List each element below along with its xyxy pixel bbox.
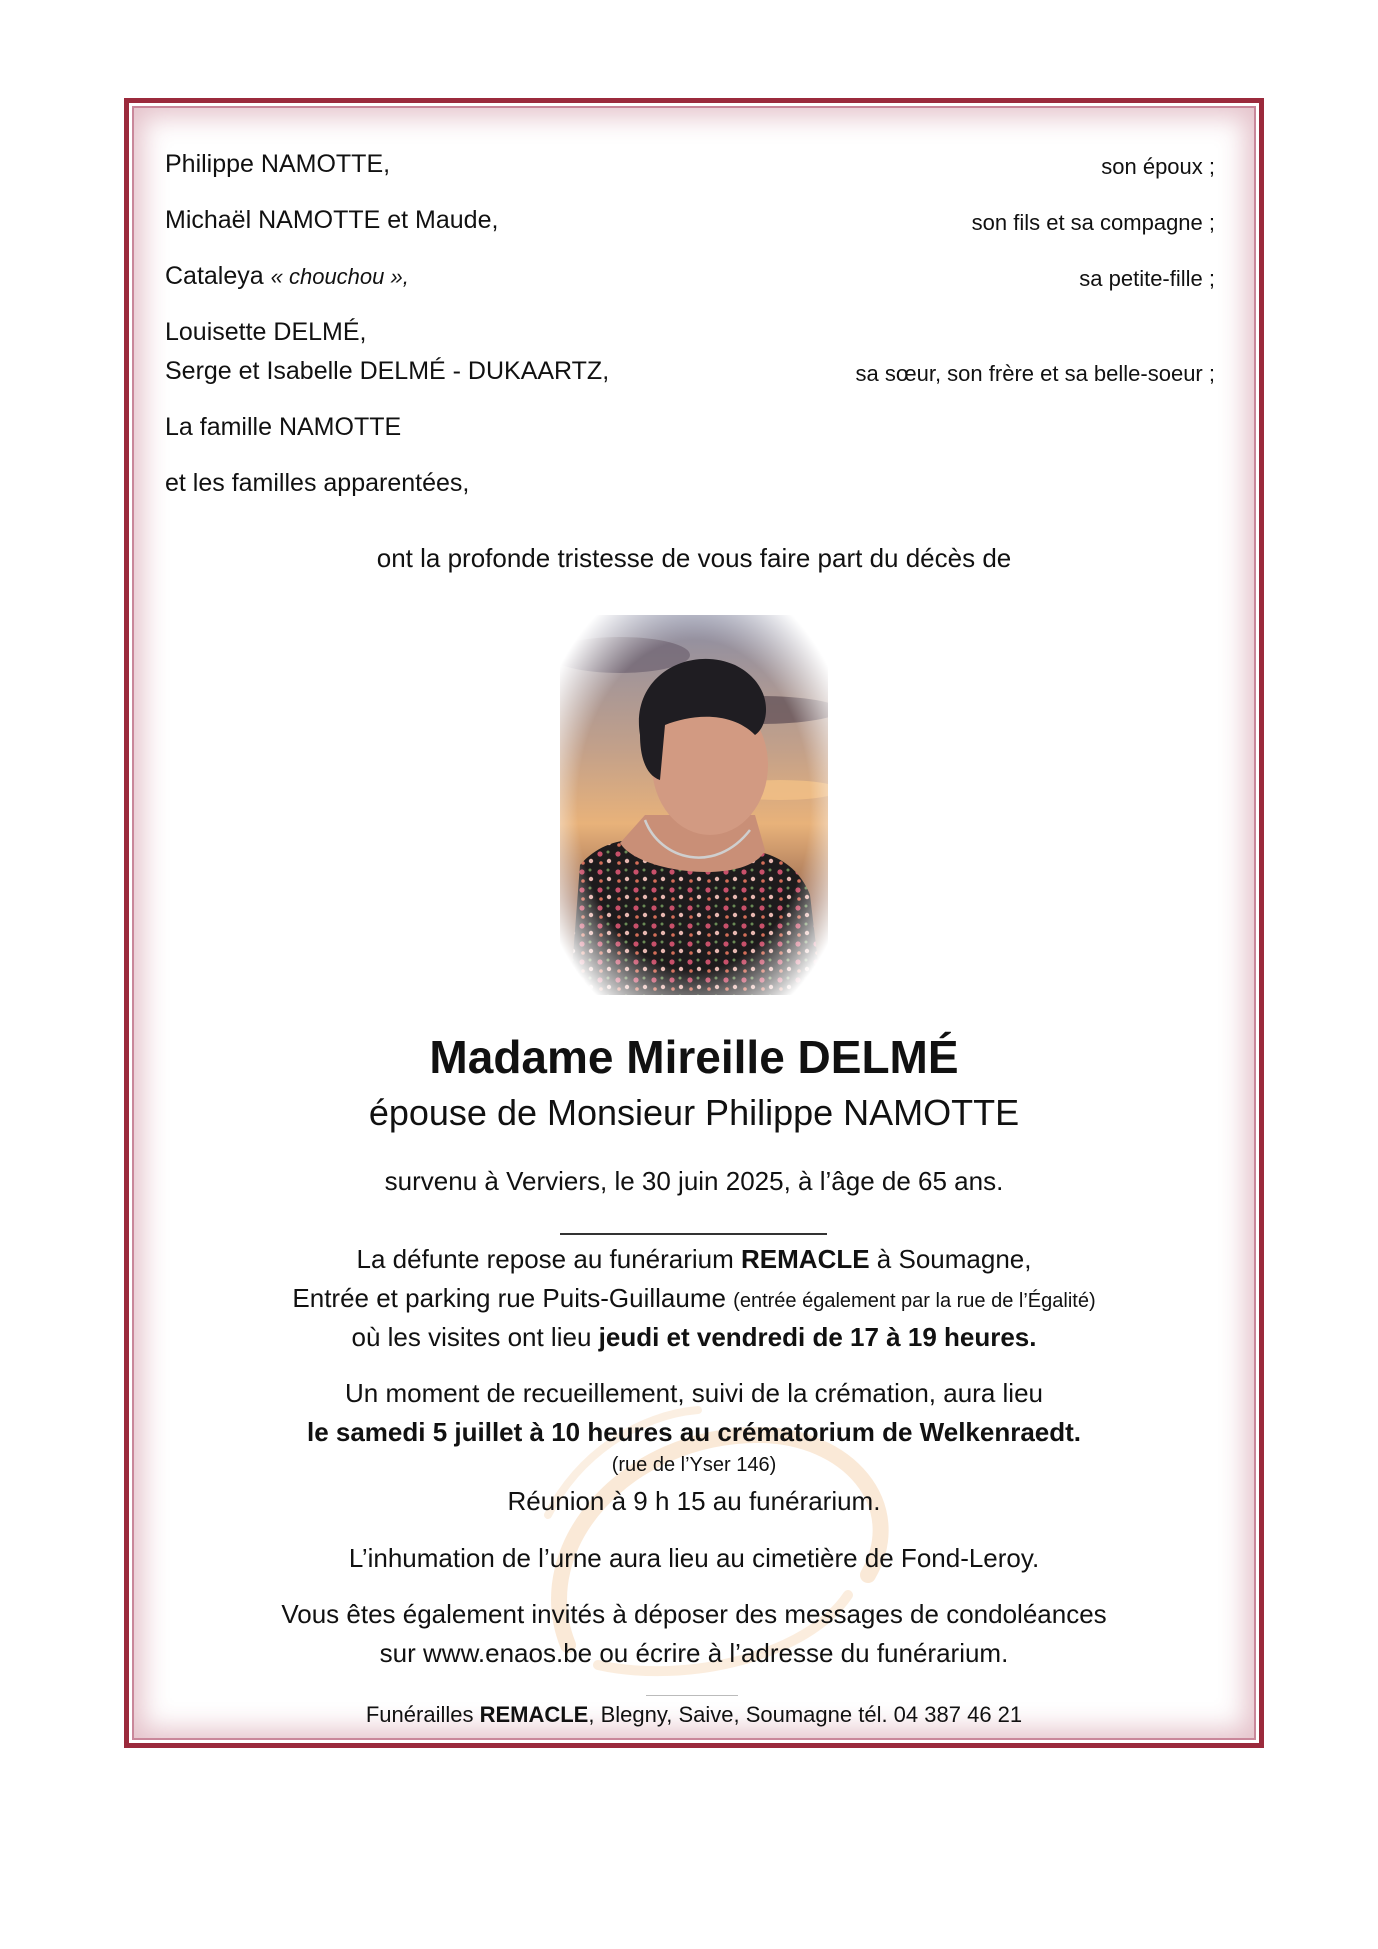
footer	[124, 1702, 1264, 1728]
separator-line	[560, 1233, 827, 1235]
ceremony-address: (rue de l’Yser 146)	[611, 1454, 777, 1476]
condolences-line-1: Vous êtes également invités à déposer des messages de condoléances	[281, 1599, 1107, 1629]
family-relation: son fils et sa compagne ;	[971, 210, 1215, 235]
family-row	[165, 320, 1215, 345]
footer-text: Funérailles	[365, 1702, 480, 1727]
deceased-name: Madame Mireille DELMÉ	[429, 1031, 959, 1083]
family-relation: sa sœur, son frère et sa belle-soeur ;	[855, 361, 1215, 386]
visitation-hours: jeudi et vendredi de 17 à 19 heures.	[598, 1322, 1037, 1352]
family-row	[165, 152, 1215, 177]
footer-separator	[646, 1695, 738, 1696]
family-row	[165, 471, 1215, 496]
family-name: Serge et Isabelle DELMÉ - DUKAARTZ,	[165, 357, 610, 385]
family-row	[165, 359, 1215, 384]
ceremony-line-1: Un moment de recueillement, suivi de la crémation, aura lieu	[344, 1378, 1043, 1408]
family-name: Cataleya	[165, 262, 271, 290]
visitation-line-2	[124, 1283, 1264, 1314]
ceremony-meeting: Réunion à 9 h 15 au funérarium.	[507, 1486, 881, 1516]
family-name: Louisette DELMÉ,	[165, 318, 367, 346]
deceased-death: survenu à Verviers, le 30 juin 2025, à l’âge de 65 ans.	[384, 1166, 1004, 1196]
visitation-text: où les visites ont lieu	[351, 1322, 599, 1352]
condolences-line-2: sur www.enaos.be ou écrire à l’adresse du funérarium.	[379, 1638, 1009, 1668]
family-name: Michaël NAMOTTE et Maude,	[165, 206, 499, 234]
visitation-text: Entrée et parking rue Puits-Guillaume	[292, 1283, 734, 1313]
visitation-line-3	[124, 1322, 1264, 1353]
visitation-line-1	[124, 1244, 1264, 1275]
portrait-photo	[560, 615, 828, 995]
family-name: Philippe NAMOTTE,	[165, 150, 391, 178]
funeral-home-name: REMACLE	[741, 1244, 870, 1274]
family-row	[165, 264, 1215, 289]
ceremony-date: le samedi 5 juillet à 10 heures au crématorium de Welkenraedt.	[306, 1417, 1082, 1447]
deceased-spouse: épouse de Monsieur Philippe NAMOTTE	[368, 1092, 1020, 1133]
family-relation: son époux ;	[1101, 154, 1215, 179]
footer-company: REMACLE	[479, 1702, 589, 1727]
family-row	[165, 208, 1215, 233]
announcement: ont la profonde tristesse de vous faire part du décès de	[376, 543, 1012, 573]
burial-text: L’inhumation de l’urne aura lieu au cimetière de Fond-Leroy.	[348, 1543, 1040, 1573]
family-nickname: « chouchou »,	[270, 264, 409, 289]
entrance-note: (entrée également par la rue de l’Égalité)	[733, 1290, 1096, 1312]
visitation-text: La défunte repose au funérarium	[356, 1244, 742, 1274]
footer-contact: , Blegny, Saive, Soumagne tél. 04 387 46 21	[588, 1702, 1023, 1727]
family-relation: sa petite-fille ;	[1079, 266, 1215, 291]
family-name: et les familles apparentées,	[165, 469, 470, 497]
family-name: La famille NAMOTTE	[165, 413, 402, 441]
visitation-text: à Soumagne,	[869, 1244, 1032, 1274]
family-row	[165, 415, 1215, 440]
